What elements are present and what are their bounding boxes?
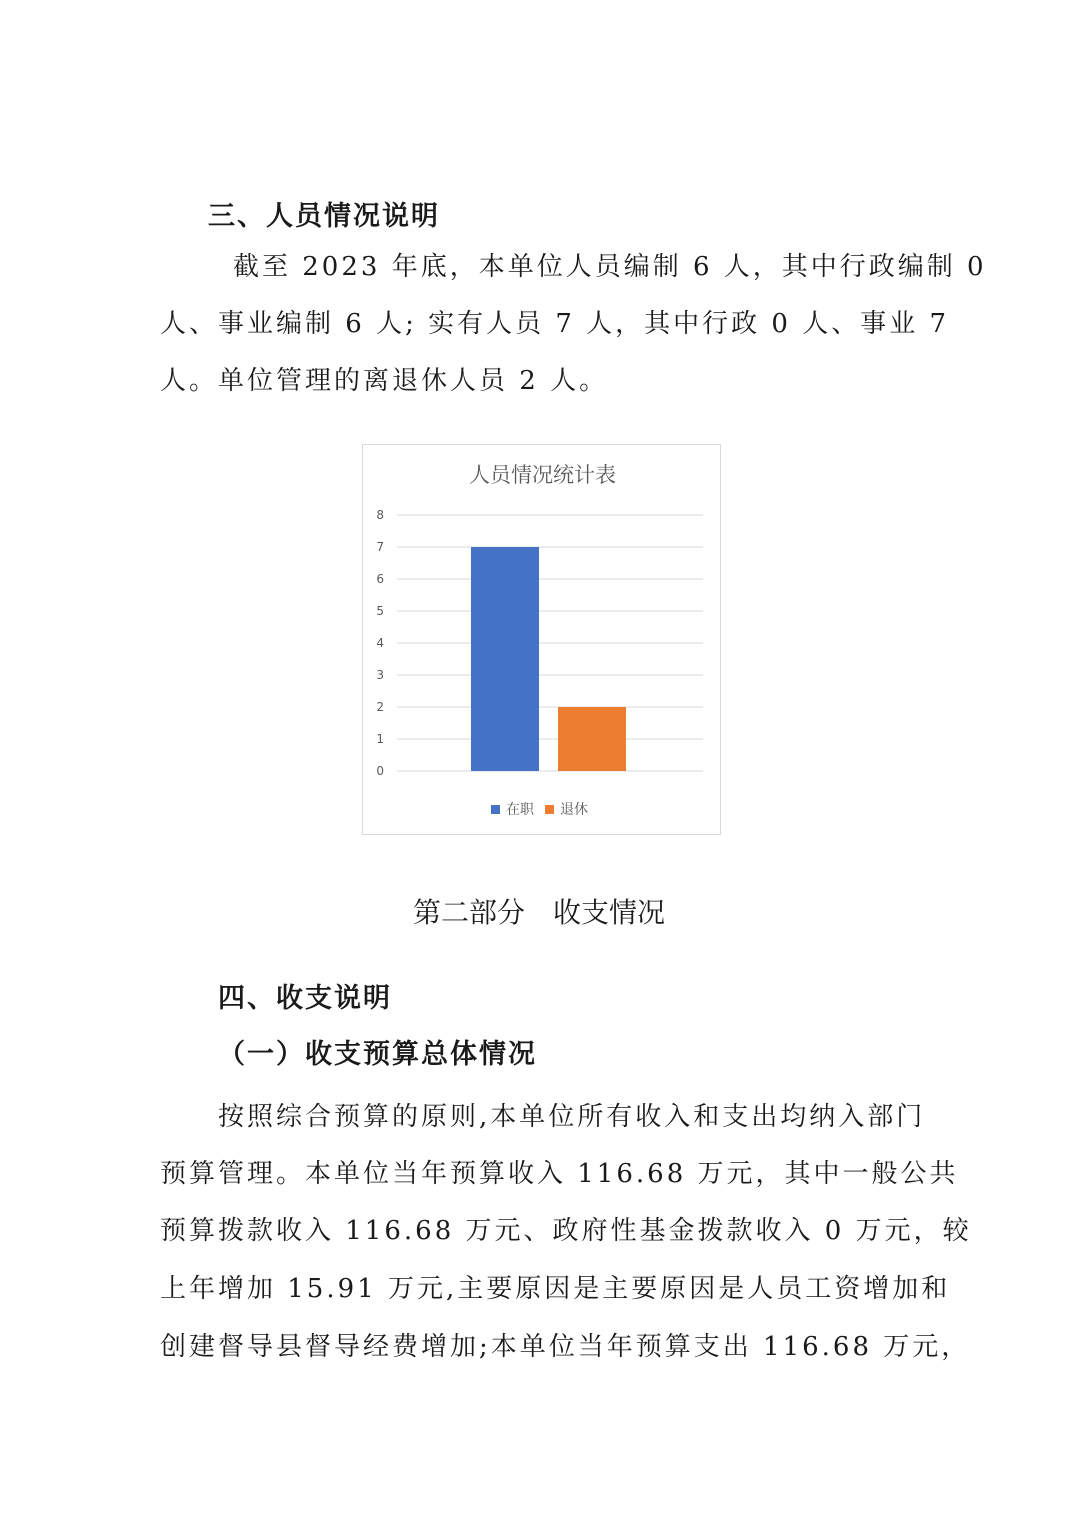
legend-label: 退休 xyxy=(560,802,588,818)
section4-paragraph-line-4: 上年增加 15.91 万元,主要原因是主要原因是人员工资增加和 xyxy=(160,1274,951,1304)
section3-paragraph-line-1: 截至 2023 年底，本单位人员编制 6 人，其中行政编制 0 xyxy=(233,252,987,282)
bar-退休 xyxy=(558,707,626,771)
section4-paragraph-line-5: 创建督导县督导经费增加;本单位当年预算支出 116.68 万元， xyxy=(160,1332,971,1362)
section4-paragraph-line-1: 按照综合预算的原则,本单位所有收入和支出均纳入部门 xyxy=(218,1102,926,1132)
staff-chart-svg xyxy=(363,445,722,836)
y-tick-label: 6 xyxy=(376,572,384,586)
section4-paragraph-line-3: 预算拨款收入 116.68 万元、政府性基金拨款收入 0 万元，较 xyxy=(160,1216,972,1246)
y-tick-label: 4 xyxy=(376,636,384,650)
legend-swatch xyxy=(491,805,500,814)
part2-title: 第二部分 收支情况 xyxy=(413,896,666,929)
section3-paragraph-line-2: 人、事业编制 6 人; 实有人员 7 人，其中行政 0 人、事业 7 xyxy=(160,309,950,339)
staff-chart xyxy=(362,444,721,835)
legend-swatch xyxy=(545,805,554,814)
chart-title: 人员情况统计表 xyxy=(469,463,616,487)
section4-title: 四、收支说明 xyxy=(218,983,392,1014)
section3-title: 三、人员情况说明 xyxy=(208,201,440,232)
section3-paragraph-line-3: 人。单位管理的离退休人员 2 人。 xyxy=(160,366,609,396)
section4-paragraph-line-2: 预算管理。本单位当年预算收入 116.68 万元，其中一般公共 xyxy=(160,1159,959,1189)
y-tick-label: 7 xyxy=(376,540,384,554)
y-tick-label: 2 xyxy=(376,700,384,714)
legend-label: 在职 xyxy=(506,802,534,818)
y-tick-label: 5 xyxy=(376,604,384,618)
bar-在职 xyxy=(471,547,539,771)
y-tick-label: 3 xyxy=(376,668,384,682)
y-tick-label: 0 xyxy=(376,764,384,778)
y-tick-label: 1 xyxy=(376,732,384,746)
section4-subtitle: （一）收支预算总体情况 xyxy=(218,1039,537,1070)
y-tick-label: 8 xyxy=(376,508,384,522)
